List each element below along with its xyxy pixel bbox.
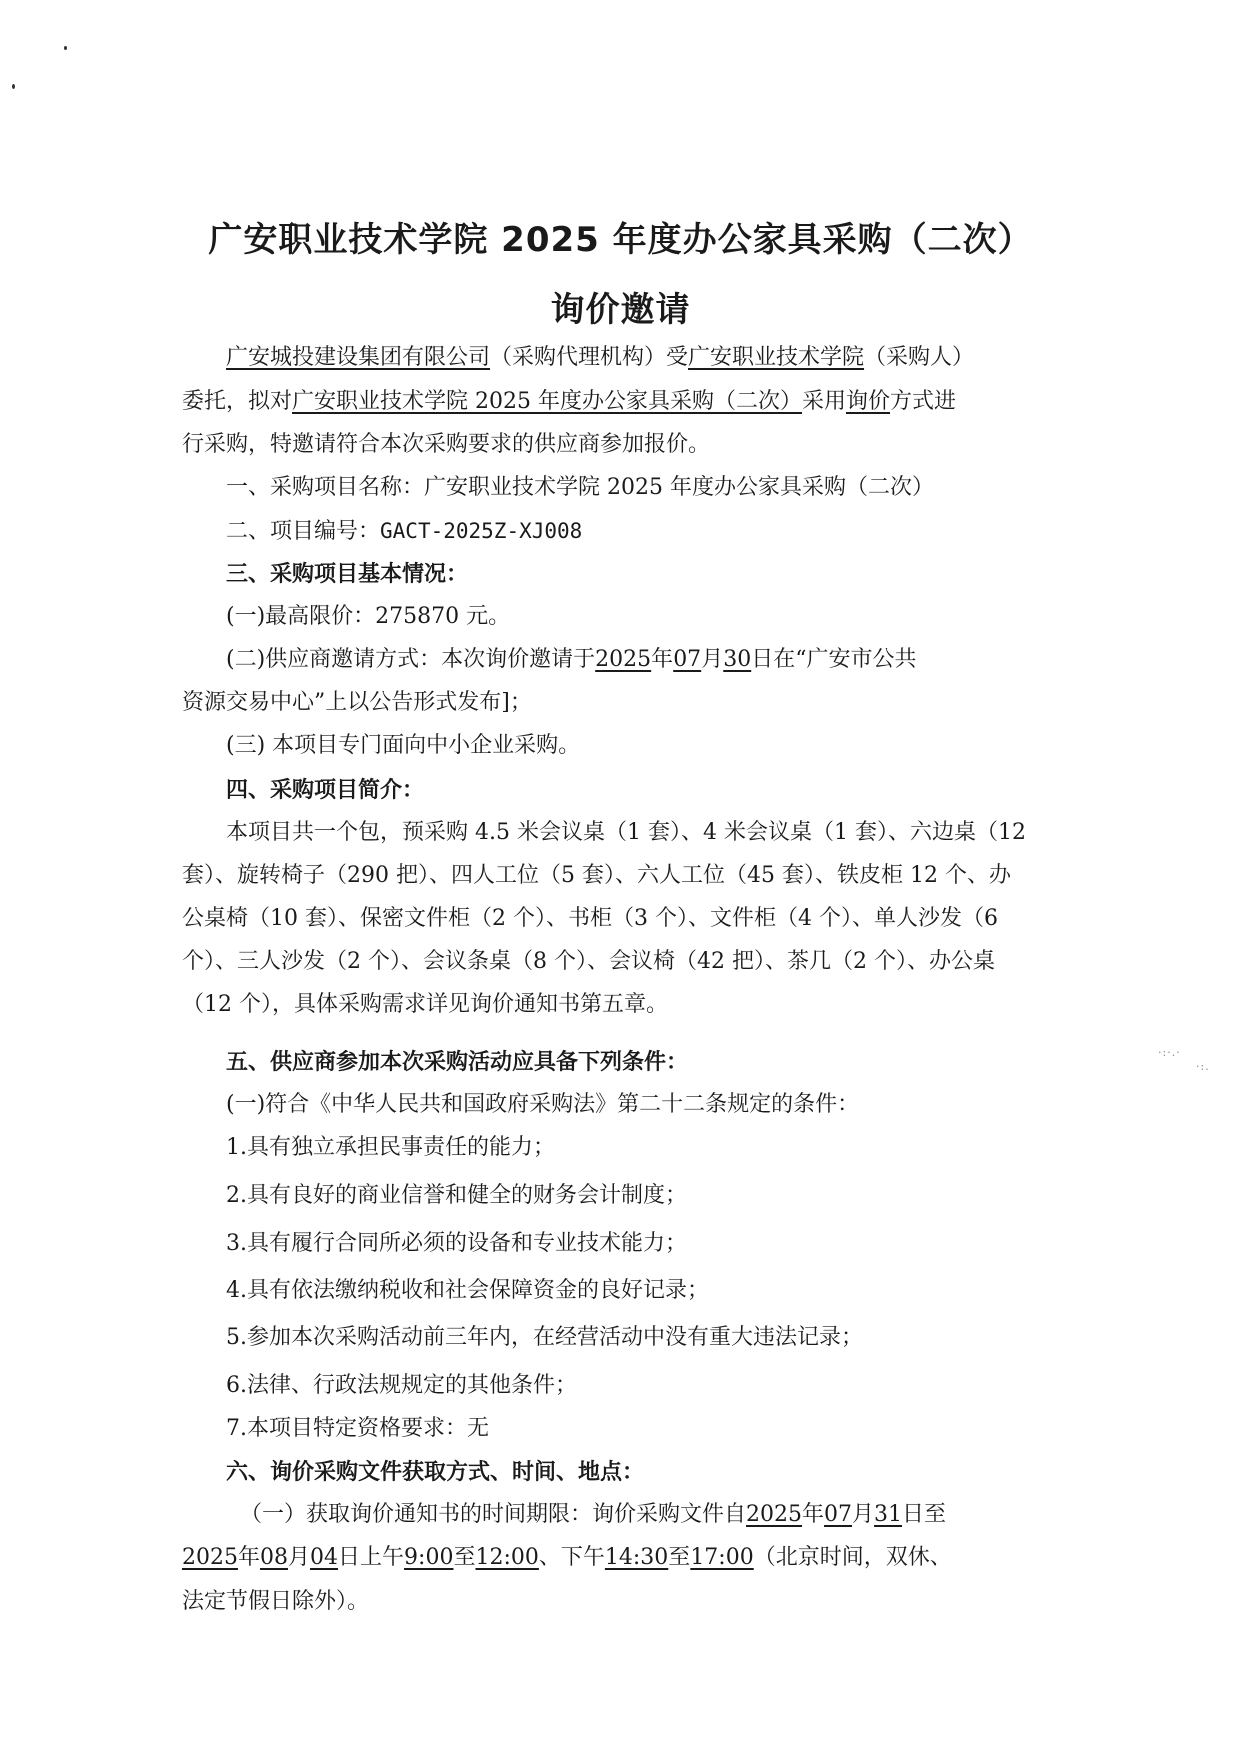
- intro-line1: 广安城投建设集团有限公司（采购代理机构）受广安职业技术学院（采购人）: [226, 345, 975, 370]
- agency-name: 广安城投建设集团有限公司: [226, 345, 491, 370]
- qualification-item: 2.具有良好的商业信誉和健全的财务会计制度；: [226, 1183, 687, 1208]
- project-summary-line: 本项目共一个包，预采购 4.5 米会议桌（1 套）、4 米会议桌（1 套）、六边桌（12: [226, 820, 1026, 845]
- obtain-time-line2: 2025年08月04日上午9:00至12:00、下午14:30至17:00（北京时间，双休、: [182, 1545, 952, 1570]
- section-2-heading: 二、项目编号：: [226, 519, 381, 544]
- qualification-item: 7.本项目特定资格要求：无: [226, 1416, 489, 1441]
- section-1-value: 广安职业技术学院 2025 年度办公家具采购（二次）: [424, 475, 934, 500]
- intro-line2: 委托，拟对广安职业技术学院 2025 年度办公家具采购（二次）采用询价方式进: [182, 389, 957, 414]
- section-1: [226, 473, 934, 503]
- project-summary-line: （12 个），具体采购需求详见询价通知书第五章。: [182, 992, 668, 1017]
- max-price: (一)最高限价：275870 元。: [226, 604, 511, 629]
- obtain-time-line3: 法定节假日除外）。: [182, 1589, 370, 1614]
- qualification-item: 6.法律、行政法规规定的其他条件；: [226, 1373, 577, 1398]
- project-summary-line: 个）、三人沙发（2 个）、会议条桌（8 个）、会议椅（42 把）、茶几（2 个）、办公桌: [182, 949, 995, 974]
- scan-noise: ·:.: [1196, 1060, 1210, 1073]
- scan-noise: ·:·.·: [1158, 1046, 1181, 1059]
- project-summary-line: 套）、旋转椅子（290 把）、四人工位（5 套）、六人工位（45 套）、铁皮柜 12 个、办: [182, 863, 1011, 888]
- qualification-item: 3.具有履行合同所必须的设备和专业技术能力；: [226, 1231, 687, 1256]
- document-title-line1: 广安职业技术学院 2025 年度办公家具采购（二次）: [208, 220, 1033, 260]
- section-3-heading: 三、采购项目基本情况：: [226, 561, 469, 587]
- scan-speck: [12, 84, 15, 89]
- qualification-intro: (一)符合《中华人民共和国政府采购法》第二十二条规定的条件：: [226, 1092, 860, 1117]
- sme-note: (三) 本项目专门面向中小企业采购。: [226, 733, 581, 758]
- section-6-heading: 六、询价采购文件获取方式、时间、地点：: [226, 1459, 645, 1485]
- project-summary-line: 公桌椅（10 套）、保密文件柜（2 个）、书柜（3 个）、文件柜（4 个）、单人沙发（6: [182, 906, 998, 931]
- procurement-method: 询价: [846, 389, 891, 414]
- intro-line3: 行采购，特邀请符合本次采购要求的供应商参加报价。: [182, 432, 711, 457]
- invitation-method-line1: (二)供应商邀请方式：本次询价邀请于2025年07月30日在“广安市公共: [226, 647, 917, 672]
- qualification-item: 5.参加本次采购活动前三年内，在经营活动中没有重大违法记录；: [226, 1325, 863, 1350]
- project-number: GACT-2025Z-XJ008: [380, 519, 583, 543]
- project-name: 广安职业技术学院 2025 年度办公家具采购（二次）: [292, 389, 802, 414]
- section-5-heading: 五、供应商参加本次采购活动应具备下列条件：: [226, 1049, 689, 1075]
- section-4-heading: 四、采购项目简介：: [226, 777, 425, 803]
- section-1-heading: 一、采购项目名称：: [226, 475, 425, 500]
- scan-speck: [64, 46, 67, 50]
- invitation-method-line2: 资源交易中心”上以公告形式发布]；: [182, 690, 532, 715]
- qualification-item: 1.具有独立承担民事责任的能力；: [226, 1135, 555, 1160]
- document-title-line2: 询价邀请: [550, 290, 691, 330]
- purchaser-name: 广安职业技术学院: [688, 345, 865, 370]
- section-2: [226, 516, 582, 547]
- qualification-item: 4.具有依法缴纳税收和社会保障资金的良好记录；: [226, 1278, 709, 1303]
- obtain-time-line1: （一）获取询价通知书的时间期限：询价采购文件自2025年07月31日至: [240, 1502, 947, 1527]
